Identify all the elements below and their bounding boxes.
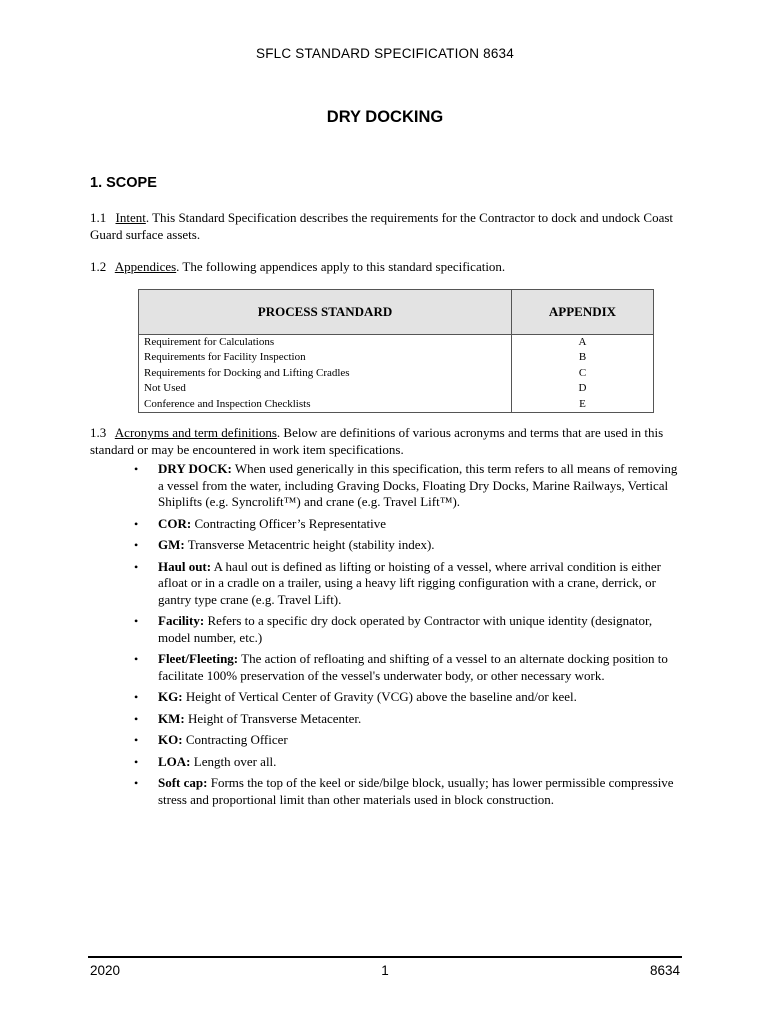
paragraph-1-1 bbox=[90, 209, 690, 243]
paragraph-text: . The following appendices apply to this standard specification. bbox=[176, 259, 506, 274]
paragraph-text: . This Standard Specification describes the requirements for the Contractor to dock and undock Coast Guard surface assets. bbox=[90, 210, 674, 242]
bullet-icon: • bbox=[134, 614, 139, 628]
definition-term: KG: bbox=[158, 689, 183, 704]
definition-term: Fleet/Fleeting: bbox=[158, 651, 239, 666]
list-item bbox=[90, 537, 680, 554]
bullet-icon: • bbox=[134, 733, 139, 747]
table-row bbox=[139, 381, 654, 396]
table-row bbox=[139, 350, 654, 365]
list-item bbox=[90, 732, 680, 749]
appendix-cell: E bbox=[512, 397, 654, 413]
process-standard-cell: Requirement for Calculations bbox=[139, 335, 512, 351]
column-header-process-standard: PROCESS STANDARD bbox=[139, 290, 512, 335]
paragraph-term: Intent bbox=[115, 210, 146, 225]
definition-text: Height of Transverse Metacenter. bbox=[184, 710, 362, 726]
column-header-appendix: APPENDIX bbox=[512, 290, 654, 335]
paragraph-number: 1.3 bbox=[90, 425, 107, 440]
definition-term: LOA: bbox=[158, 753, 191, 769]
bullet-icon: • bbox=[134, 776, 139, 790]
process-standard-cell: Not Used bbox=[139, 381, 512, 396]
paragraph-1-3 bbox=[90, 424, 690, 458]
list-item bbox=[90, 613, 680, 646]
definition-text: When used generically in this specification, this term refers to all means of removing a vessel from the water, including Graving Docks, Floating Dry Docks, Marine Railways, Vertical Shiplifts (e.g. Syncrolift™) and crane (e.g. Travel Lift™). bbox=[158, 461, 678, 509]
definition-text: Refers to a specific dry dock operated by Contractor with unique identity (designator, model number, etc.) bbox=[158, 613, 653, 645]
footer-year: 2020 bbox=[90, 963, 121, 978]
definition-term: Soft cap: bbox=[158, 775, 208, 790]
definition-term: COR: bbox=[158, 515, 192, 531]
table-header-row bbox=[139, 290, 654, 335]
definition-text: Forms the top of the keel or side/bilge block, usually; has lower permissible compressive stress and proportional limit than other materials used in block construction. bbox=[158, 775, 674, 807]
list-item bbox=[90, 559, 680, 609]
paragraph-term: Acronyms and term definitions bbox=[114, 425, 277, 440]
appendix-cell: B bbox=[512, 350, 654, 365]
definition-term: KM: bbox=[158, 710, 185, 726]
definition-term: Haul out: bbox=[158, 558, 212, 574]
paragraph-text: . Below are definitions of various acronyms and terms that are used in this standard or may be encountered in work item specifications. bbox=[90, 425, 664, 457]
process-standard-cell: Requirements for Docking and Lifting Cradles bbox=[139, 366, 512, 381]
footer-divider bbox=[88, 956, 682, 958]
footer-spec-number: 8634 bbox=[649, 963, 680, 978]
appendix-cell: C bbox=[512, 366, 654, 381]
list-item bbox=[90, 516, 680, 533]
table-row bbox=[139, 366, 654, 381]
paragraph-term: Appendices bbox=[114, 259, 177, 274]
list-item bbox=[90, 461, 680, 511]
list-item bbox=[90, 754, 680, 771]
bullet-icon: • bbox=[134, 538, 139, 552]
bullet-icon: • bbox=[134, 559, 139, 574]
bullet-icon: • bbox=[134, 516, 139, 531]
paragraph-1-2 bbox=[90, 258, 690, 275]
list-item bbox=[90, 689, 680, 706]
definition-text: Transverse Metacentric height (stability index). bbox=[184, 537, 435, 552]
definition-text: Length over all. bbox=[190, 753, 277, 769]
paragraph-number: 1.2 bbox=[90, 259, 107, 274]
definition-text: A haul out is defined as lifting or hoisting of a vessel, where arrival condition is either afloat or in a cradle on a trailer, using a heavy lift rigging configuration with a crane, derrick, or gantry type crane (e.g. Travel Lift). bbox=[158, 558, 661, 607]
process-standard-cell: Conference and Inspection Checklists bbox=[139, 397, 512, 413]
definition-text: Contracting Officer bbox=[182, 732, 288, 747]
running-header: SFLC STANDARD SPECIFICATION 8634 bbox=[256, 46, 514, 61]
table-row bbox=[139, 335, 654, 351]
list-item bbox=[90, 711, 680, 728]
definition-term: Facility: bbox=[158, 613, 205, 628]
appendix-cell: D bbox=[512, 381, 654, 396]
definitions-list bbox=[90, 461, 680, 813]
definition-text: Contracting Officer’s Representative bbox=[191, 515, 387, 531]
page-number: 1 bbox=[381, 963, 389, 978]
definition-term: GM: bbox=[158, 537, 185, 552]
list-item bbox=[90, 775, 680, 808]
section-heading-scope: 1. SCOPE bbox=[90, 175, 157, 191]
bullet-icon: • bbox=[134, 462, 139, 476]
list-item bbox=[90, 651, 680, 684]
appendix-table bbox=[138, 289, 654, 413]
paragraph-number: 1.1 bbox=[90, 210, 107, 225]
appendix-cell: A bbox=[512, 335, 654, 351]
table-row bbox=[139, 397, 654, 413]
definition-term: DRY DOCK: bbox=[158, 461, 232, 476]
definition-term: KO: bbox=[158, 732, 183, 747]
document-title: DRY DOCKING bbox=[326, 108, 444, 126]
bullet-icon: • bbox=[134, 711, 139, 726]
definition-text: Height of Vertical Center of Gravity (VCG) above the baseline and/or keel. bbox=[182, 689, 577, 704]
bullet-icon: • bbox=[134, 652, 139, 666]
definition-text: The action of refloating and shifting of a vessel to an alternate docking position to facilitate 100% preservation of the vessel's underwater body, or other necessary work. bbox=[158, 651, 668, 683]
bullet-icon: • bbox=[134, 754, 139, 769]
bullet-icon: • bbox=[134, 690, 139, 704]
process-standard-cell: Requirements for Facility Inspection bbox=[139, 350, 512, 365]
